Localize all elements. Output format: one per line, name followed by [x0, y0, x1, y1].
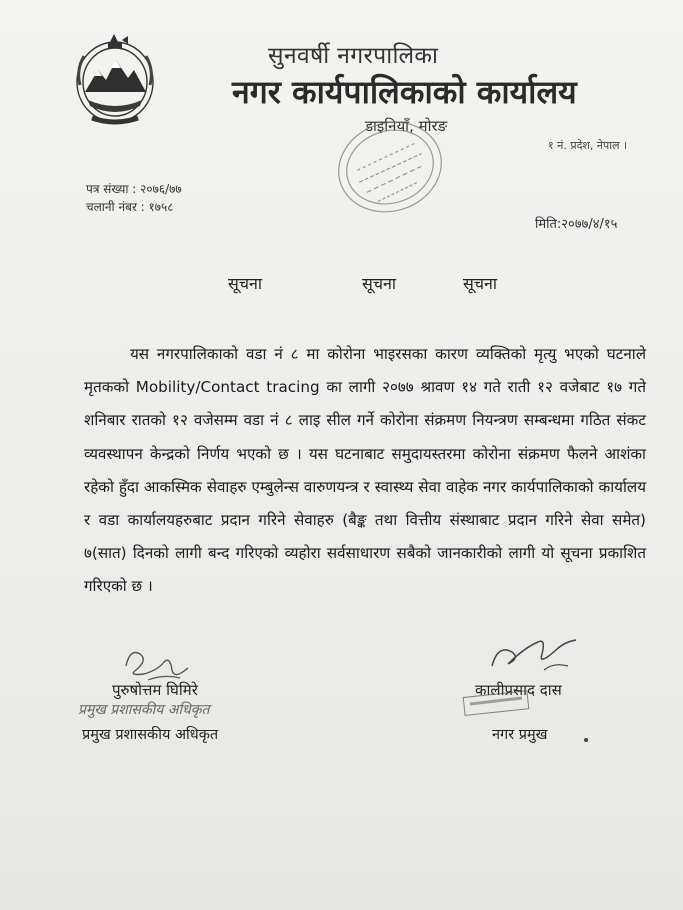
letter-date: मिति:२०७७/४/१५	[535, 217, 618, 232]
dispatch-number: चलानी नंबर : १७५८	[86, 200, 174, 214]
office-address: डाइनियाँ, मोरङ	[365, 117, 448, 135]
notice-heading-1: सूचना	[228, 274, 263, 293]
right-signatory-stamp	[462, 690, 532, 716]
right-signatory-name: कालीप्रसाद दास	[475, 681, 562, 699]
letter-reference-number: पत्र संख्या : २०७६/७७	[86, 182, 182, 196]
notice-body-text: यस नगरपालिकाको वडा नं ८ मा कोरोना भाइरसका कारण व्यक्तिको मृत्यु भएको घटनाले मृतकको Mobility/Contact tracing का लागी २०७७ श्रावण १४ गते राती १२ वजेबाट १७ गते शनिबार रातको १२ वजेसम्म वडा नं ८ लाइ सील गर्ने कोरोना संक्रमण नियन्त्रण सम्बन्धमा गठित संकट व्यवस्थापन केन्द्रको निर्णय भएको छ । यस घटनाबाट समुदायस्तरमा कोरोना संक्रमण फैलने आशंका रहेको हुँदा आकस्मिक सेवाहरु एम्बुलेन्स वारुणयन्त्र र स्वास्थ्य सेवा वाहेक नगर कार्यपालिकाको कार्यालय र वडा कार्यालयहरुबाट प्रदान गरिने सेवाहरु (बैङ्क तथा वित्तीय संस्थाबाट प्रदान गरिने सेवा समेत) ७(सात) दिनको लागी बन्द गरिएको व्यहोरा सर्वसाधारण सबैको जानकारीको लागी यो सूचना प्रकाशित गरिएको छ ।	[84, 345, 646, 596]
right-handwritten-signature	[484, 630, 584, 682]
office-title: नगर कार्यपालिकाको कार्यालय	[232, 73, 577, 111]
ink-dot	[584, 738, 588, 742]
municipality-name: सुनवर्षी नगरपालिका	[268, 43, 439, 69]
notice-heading-2: सूचना	[362, 274, 397, 293]
right-signatory-title: नगर प्रमुख	[492, 727, 548, 743]
notice-body-paragraph	[84, 338, 646, 604]
left-signatory-stamp-text: प्रमुख प्रशासकीय अधिकृत	[78, 702, 210, 718]
province-label: १ नं. प्रदेश, नेपाल ।	[548, 139, 628, 152]
left-signatory-name: पुरुषोत्तम घिमिरे	[112, 681, 198, 699]
left-signatory-title: प्रमुख प्रशासकीय अधिकृत	[82, 727, 219, 743]
notice-heading-3: सूचना	[463, 274, 498, 293]
office-seal-stamp	[328, 112, 453, 222]
nepal-emblem-logo	[70, 30, 160, 130]
